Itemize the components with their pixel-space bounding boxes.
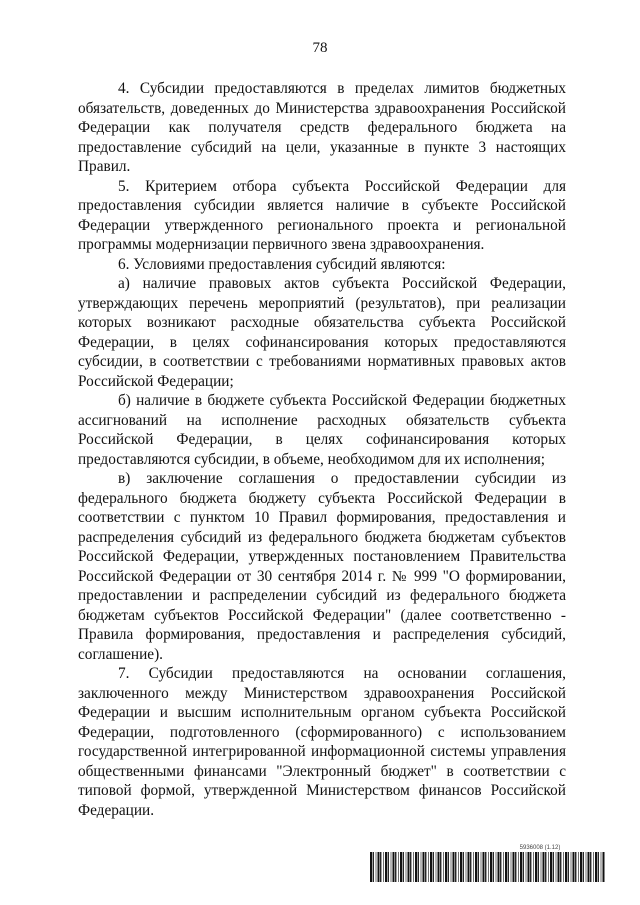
barcode-bar: [433, 852, 434, 882]
barcode-bar: [391, 852, 392, 882]
paragraph-item-5: 5. Критерием отбора субъекта Российской Федерации для предоставления субсидии является наличие в субъекте Российской Федерации утвержденного регионального проекта и региональной программы модернизации первичного звена здравоохранения.: [78, 177, 566, 253]
barcode-bar: [498, 852, 500, 882]
paragraph-subitem-a: а) наличие правовых актов субъекта Российской Федерации, утверждающих перечень мероприятий (результатов), при реализации которых возникают расходные обязательства субъекта Российской Федерации, в целях софинансирования которых предоставляются субсидии, в соответствии с требованиями нормативных правовых актов Российской Федерации;: [78, 275, 566, 390]
barcode-bar: [505, 852, 507, 882]
barcode-image: [370, 852, 605, 882]
barcode-bar: [373, 852, 374, 882]
barcode-bar: [593, 852, 594, 882]
barcode-bar: [385, 852, 387, 882]
barcode-bar: [533, 852, 534, 882]
barcode-bar: [418, 852, 419, 882]
paragraph-item-4: 4. Субсидии предоставляются в пределах лимитов бюджетных обязательств, доведенных до Министерства здравоохранения Российской Федерации как получателя средств федерального бюджета на предоставление субсидий на цели, указанные в пункте 3 настоящих Правил.: [78, 80, 566, 175]
barcode-bar: [586, 852, 587, 882]
barcode-bar: [443, 852, 444, 882]
barcode-bar: [466, 852, 467, 882]
barcode-bar: [468, 852, 470, 882]
barcode-bar: [458, 852, 459, 882]
barcode-bar: [523, 852, 524, 882]
barcode-bar: [436, 852, 437, 882]
barcode-bar: [413, 852, 414, 882]
barcode-bar: [430, 852, 432, 882]
barcode-bar: [583, 852, 584, 882]
barcode-bar: [423, 852, 425, 882]
barcode-bar: [425, 852, 426, 882]
barcode-bar: [556, 852, 557, 882]
barcode-bar: [541, 852, 542, 882]
paragraph-subitem-v: в) заключение соглашения о предоставлении субсидии из федерального бюджета бюджету субъекта Российской Федерации в соответствии с пунктом 10 Правил формирования, предоставления и распределения субсидий из федерального бюджета бюджетам субъектов Российской Федерации, утвержденных постановлением Правительства Российской Федерации от 30 сентября 2014 г. № 999 "О формировании, предоставлении и распределении субсидий из федерального бюджета бюджетам субъектов Российской Федерации" (далее соответственно - Правила формирования, предоставления и распределения субсидий, соглашение).: [78, 470, 566, 663]
barcode-bar: [595, 852, 597, 882]
barcode-bar: [548, 852, 549, 882]
barcode-bar: [568, 852, 569, 882]
barcode-bar: [421, 852, 422, 882]
barcode-bar: [578, 852, 579, 882]
barcode-bar: [438, 852, 440, 882]
page-number: 78: [312, 40, 328, 56]
barcode-bar: [503, 852, 504, 882]
barcode-bar: [410, 852, 411, 882]
barcode-bar: [478, 852, 479, 882]
barcode-bar: [601, 852, 602, 882]
barcode-bar: [376, 852, 377, 882]
paragraph-subitem-b: б) наличие в бюджете субъекта Российской Федерации бюджетных ассигнований на исполнение расходных обязательств субъекта Российской Федерации, в целях софинансирования которых предоставляются субсидии, в объеме, необходимом для их исполнения;: [78, 392, 566, 468]
barcode-bar: [575, 852, 576, 882]
barcode-bar: [518, 852, 519, 882]
barcode-bar: [455, 852, 456, 882]
barcode-bar: [463, 852, 464, 882]
barcode-bar: [470, 852, 471, 882]
barcode-bar: [488, 852, 489, 882]
barcode-bar: [530, 852, 531, 882]
barcode-bar: [500, 852, 501, 882]
barcode-bar: [448, 852, 449, 882]
barcode-bar: [565, 852, 567, 882]
barcode-bar: [528, 852, 530, 882]
barcode-bar: [496, 852, 497, 882]
barcode-bar: [580, 852, 582, 882]
barcode-bar: [370, 852, 372, 882]
barcode-bar: [535, 852, 537, 882]
barcode-bar: [515, 852, 516, 882]
barcode-bar: [598, 852, 599, 882]
barcode-bar: [573, 852, 575, 882]
barcode-bar: [393, 852, 395, 882]
barcode-bar: [460, 852, 462, 882]
barcode-bar: [481, 852, 482, 882]
barcode-bar: [428, 852, 429, 882]
barcode-bar: [395, 852, 396, 882]
barcode-bar: [545, 852, 546, 882]
barcode-bar: [383, 852, 384, 882]
barcode-bar: [520, 852, 522, 882]
barcode-bar: [473, 852, 474, 882]
document-body: [78, 79, 566, 820]
barcode-bar: [553, 852, 554, 882]
barcode-bar: [400, 852, 402, 882]
barcode-bar: [440, 852, 441, 882]
barcode-bar: [588, 852, 590, 882]
barcode-bar: [571, 852, 572, 882]
barcode-bar: [475, 852, 477, 882]
barcode-bar: [451, 852, 452, 882]
barcode-bar: [603, 852, 605, 882]
barcode-bar: [508, 852, 509, 882]
barcode-bar: [550, 852, 552, 882]
barcode-bar: [513, 852, 515, 882]
barcode-bar: [526, 852, 527, 882]
barcode-bar: [483, 852, 485, 882]
barcode-bar: [388, 852, 389, 882]
barcode-bar: [590, 852, 591, 882]
barcode-bar: [406, 852, 407, 882]
barcode-bar: [560, 852, 561, 882]
barcode-bar: [558, 852, 560, 882]
barcode-bar: [453, 852, 455, 882]
barcode-bar: [415, 852, 417, 882]
barcode-bar: [490, 852, 492, 882]
barcode-bar: [445, 852, 447, 882]
paragraph-item-7: 7. Субсидии предоставляются на основании соглашения, заключенного между Министерством здравоохранения Российской Федерации и высшим исполнительным органом субъекта Российской Федерации, подготовленного (сформированного) с использованием государственной интегрированной информационной системы управления общественными финансами "Электронный бюджет" в соответствии с типовой формой, утвержденной Министерством финансов Российской Федерации.: [78, 665, 566, 819]
barcode-bar: [378, 852, 380, 882]
barcode-bar: [485, 852, 486, 882]
barcode-bar: [408, 852, 410, 882]
barcode-bar: [493, 852, 494, 882]
barcode-bar: [398, 852, 399, 882]
barcode-bar: [563, 852, 564, 882]
barcode-bar: [543, 852, 545, 882]
barcode-bar: [403, 852, 404, 882]
document-code: 5936008 (1.12): [519, 845, 561, 851]
barcode-bar: [380, 852, 381, 882]
barcode-bar: [538, 852, 539, 882]
paragraph-item-6: 6. Условиями предоставления субсидий являются:: [118, 255, 446, 273]
barcode-bar: [511, 852, 512, 882]
